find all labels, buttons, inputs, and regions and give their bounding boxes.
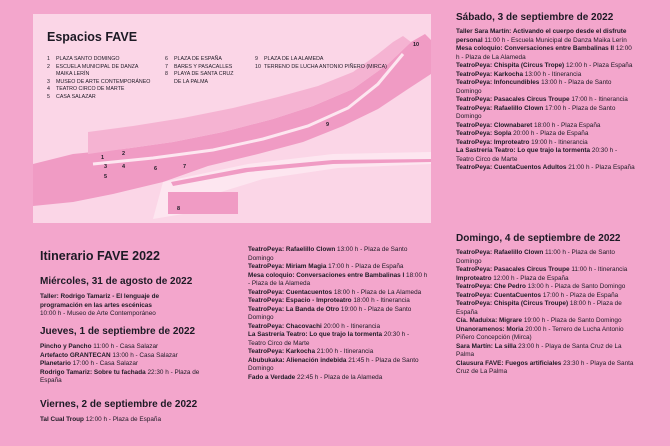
- events-sunday: [456, 249, 636, 377]
- legend-item: 9 PLAZA DE LA ALAMEDA: [255, 56, 324, 62]
- list-item: TeatroPeya: Rafaelillo Clown 17:00 h - Plaza de Santo Domingo: [456, 104, 616, 120]
- list-item: TeatroPeya: Rafaelillo Clown 11:00 h - Plaza de Santo Domingo: [456, 249, 615, 265]
- list-item: Clausura FAVE: Fuegos artificiales 23:30 h - Playa de Santa Cruz de La Palma: [456, 359, 634, 375]
- heading-saturday: Sábado, 3 de septiembre de 2022: [456, 12, 614, 23]
- map-pin-9: 9: [326, 122, 330, 128]
- list-item: TeatroPeya: Cuentacuentos 18:00 h - Plaza de La Alameda: [248, 288, 422, 296]
- list-item: TeatroPeya: Clownabaret 18:00 h - Plaza España: [456, 121, 601, 129]
- map-pin-4: 4: [122, 164, 126, 170]
- legend-item: 6 PLAZA DE ESPAÑA: [165, 56, 222, 62]
- list-item: TeatroPeya: Rafaelillo Clown 13:00 h - Plaza de Santo Domingo: [248, 246, 408, 262]
- list-item: TeatroPeya: Chispita (Circus Troupe) 18:00 h - Plaza de España: [456, 300, 622, 316]
- list-item: TeatroPeya: Miriam Magia 17:00 h - Plaza de España: [248, 263, 404, 270]
- map-pin-1: 1: [101, 155, 105, 161]
- legend-item: DE LA PALMA: [174, 78, 209, 85]
- events-saturday: [456, 28, 636, 173]
- list-item: TeatroPeya: CuentaCuentos 17:00 h - Plaza de España: [456, 291, 619, 299]
- legend-item: 3 MUSEO DE ARTE CONTEMPORÁNEO: [47, 78, 151, 85]
- list-item: Abubukaka: Alienación indebida 21:45 h - Plaza de Santo Domingo: [248, 356, 419, 372]
- events-friday-continued: [248, 246, 428, 382]
- events-thursday: [40, 343, 220, 386]
- legend-col-1: [47, 56, 150, 102]
- legend-item: MAIKA LERÍN: [56, 71, 90, 78]
- map-illustration: [33, 14, 431, 223]
- legend-item: 4 TEATRO CIRCO DE MARTE: [47, 86, 125, 93]
- map-pin-5: 5: [104, 174, 108, 180]
- list-item: TeatroPeya: Infoncundibles 13:00 h - Plaza de Santo Domingo: [456, 79, 612, 95]
- list-item: TeatroPeya: CuentaCuentos Adultos 21:00 h - Plaza España: [456, 164, 635, 171]
- heading-wednesday: Miércoles, 31 de agosto de 2022: [40, 276, 193, 287]
- legend-item: 1 PLAZA SANTO DOMINGO: [47, 56, 120, 62]
- list-item: TeatroPeya: Pasacales Circus Troupe 11:00 h - Itinerancia: [456, 266, 628, 273]
- heading-sunday: Domingo, 4 de septiembre de 2022: [456, 233, 621, 244]
- map-pin-8: 8: [177, 206, 181, 212]
- events-friday: [40, 416, 220, 425]
- list-item: TeatroPeya: Karkocha 13:00 h - Itinerancia: [456, 70, 582, 78]
- venues-map: [33, 14, 431, 223]
- map-pin-2: 2: [122, 151, 126, 157]
- list-item: Fado a Verdade 22:45 h - Plaza de la Alameda: [248, 373, 383, 381]
- legend-col-2: [165, 56, 233, 86]
- list-item: Artefacto GRANTECAN 13:00 h - Casa Salazar: [40, 351, 178, 359]
- map-pin-6: 6: [154, 166, 158, 172]
- list-item: TeatroPeya: Chispita (Circus Trope) 12:00 h - Plaza España: [456, 62, 633, 69]
- list-item: TeatroPeya: Improteatro 19:00 h - Itinerancia: [456, 138, 588, 146]
- list-item: La Sastrería Teatro: Lo que trajo la tormenta 20:30 h - Teatro Circo de Marte: [456, 147, 618, 163]
- legend-col-3: [255, 56, 387, 71]
- list-item: Cía. Maduixa: Migrare 19:00 h - Plaza de Santo Domingo: [456, 317, 622, 324]
- list-item: TeatroPeya: Pasacales Circus Troupe 17:00 h - Itinerancia: [456, 96, 628, 103]
- list-item: TeatroPeya: Karkocha 21:00 h - Itinerancia: [248, 348, 374, 355]
- itinerary-title: Itinerario FAVE 2022: [40, 249, 160, 263]
- legend-item: 5 CASA SALAZAR: [47, 93, 96, 100]
- list-item: TeatroPeya: Chacovachi 20:00 h - Itinerancia: [248, 322, 381, 330]
- map-title: Espacios FAVE: [47, 30, 138, 44]
- list-item: TeatroPeya: Sopla 20:00 h - Plaza de España: [456, 130, 589, 137]
- list-item: 10:00 h - Museo de Arte Contemporáneo: [40, 310, 156, 317]
- list-item: TeatroPeya: Espacio - Improteatro 18:00 h - Itinerancia: [248, 297, 410, 304]
- map-pin-3: 3: [104, 164, 108, 170]
- legend-item: 8 PLAYA DE SANTA CRUZ: [165, 71, 234, 78]
- heading-thursday: Jueves, 1 de septiembre de 2022: [40, 326, 196, 337]
- legend-item: 2 ESCUELA MUNICIPAL DE DANZA: [47, 63, 139, 70]
- map-pin-10: 10: [413, 42, 420, 48]
- list-item: Unanoramenos: Moria 20:00 h - Terrero de Lucha Antonio Piñero Concepción (Mirca): [456, 325, 624, 341]
- legend-item: 7 BARES Y PASACALLES: [165, 63, 233, 70]
- heading-friday: Viernes, 2 de septiembre de 2022: [40, 399, 198, 410]
- list-item: Improteatro 12:00 h - Plaza de España: [456, 274, 569, 282]
- list-item: TeatroPeya: Che Pedro 13:00 h - Plaza de Santo Domingo: [456, 283, 626, 290]
- list-item: TeatroPeya: La Banda de Otro 19:00 h - Plaza de Santo Domingo: [248, 305, 412, 321]
- list-item: Rodrigo Tamariz: Sobre tu fachada 22:30 h - Plaza de España: [40, 368, 200, 384]
- map-pin-7: 7: [183, 164, 187, 170]
- legend-item: 10 TERRENO DE LUCHA ANTONIO PIÑERO (MIRCA): [255, 63, 387, 70]
- list-item: Taller Sara Martín: Activando el cuerpo desde el disfrute personal 11:00 h - Escuela Municipal de Danza Maika Lerín: [456, 28, 627, 44]
- list-item: Taller: Rodrigo Tamariz - El lenguaje de programación en las artes escénicas: [40, 293, 160, 309]
- events-wednesday: [40, 293, 200, 319]
- list-item: Mesa coloquio: Conversaciones entre Bambalinas I 18:00 h - Plaza de la Alameda: [248, 271, 428, 287]
- list-item: Pincho y Pancho 11:00 h - Casa Salazar: [40, 343, 159, 350]
- list-item: Planetario 17:00 h - Casa Salazar: [40, 360, 139, 367]
- list-item: Mesa coloquio: Conversaciones entre Bambalinas II 12:00 h - Plaza de La Alameda: [456, 45, 632, 61]
- list-item: La Sastrería Teatro: Lo que trajo la tormenta 20:30 h - Teatro Circo de Marte: [248, 331, 410, 347]
- list-item: Tal Cual Troup 12:00 h - Plaza de España: [40, 416, 162, 423]
- list-item: Sara Martín: La silla 23:00 h - Playa de Santa Cruz de La Palma: [456, 342, 622, 358]
